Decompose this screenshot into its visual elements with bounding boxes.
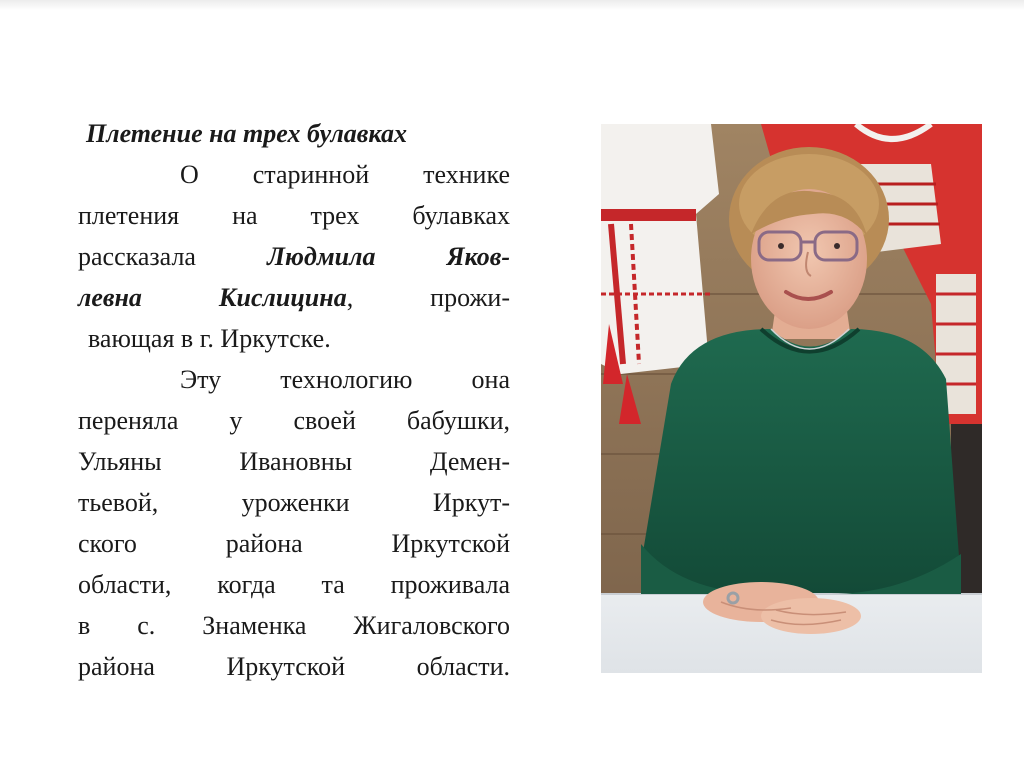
text-fragment: , прожи- — [346, 283, 510, 312]
person-name-continued: левна Кислицина — [78, 283, 347, 312]
paragraph-2-line-6: области, когда та проживала — [78, 570, 510, 599]
paragraph-2-line-4: тьевой, уроженки Иркут- — [78, 488, 510, 517]
article-title: Плетение на трех булавках — [86, 119, 407, 148]
paragraph-2-line-5: ского района Иркутской — [78, 529, 510, 558]
article-text — [78, 113, 510, 687]
portrait-photo — [601, 124, 982, 673]
paragraph-1-line-4 — [78, 277, 510, 318]
portrait-illustration — [601, 124, 982, 673]
text-fragment: рассказала — [78, 242, 268, 271]
paragraph-1-line-5: вающая в г. Иркутске. — [88, 324, 331, 353]
person-name: Людмила Яков- — [267, 242, 510, 271]
paragraph-2-line-8: района Иркутской области. — [78, 652, 510, 681]
top-divider — [0, 0, 1024, 10]
paragraph-1-line-2: плетения на трех булавках — [78, 201, 510, 230]
paragraph-1-line-3 — [78, 236, 510, 277]
paragraph-2-line-1: Эту технологию она — [180, 365, 510, 394]
paragraph-2-line-3: Ульяны Ивановны Демен- — [78, 447, 510, 476]
paragraph-1-line-1: О старинной технике — [180, 160, 510, 189]
paragraph-2-line-2: переняла у своей бабушки, — [78, 406, 510, 435]
paragraph-2-line-7: в с. Знаменка Жигаловского — [78, 611, 510, 640]
